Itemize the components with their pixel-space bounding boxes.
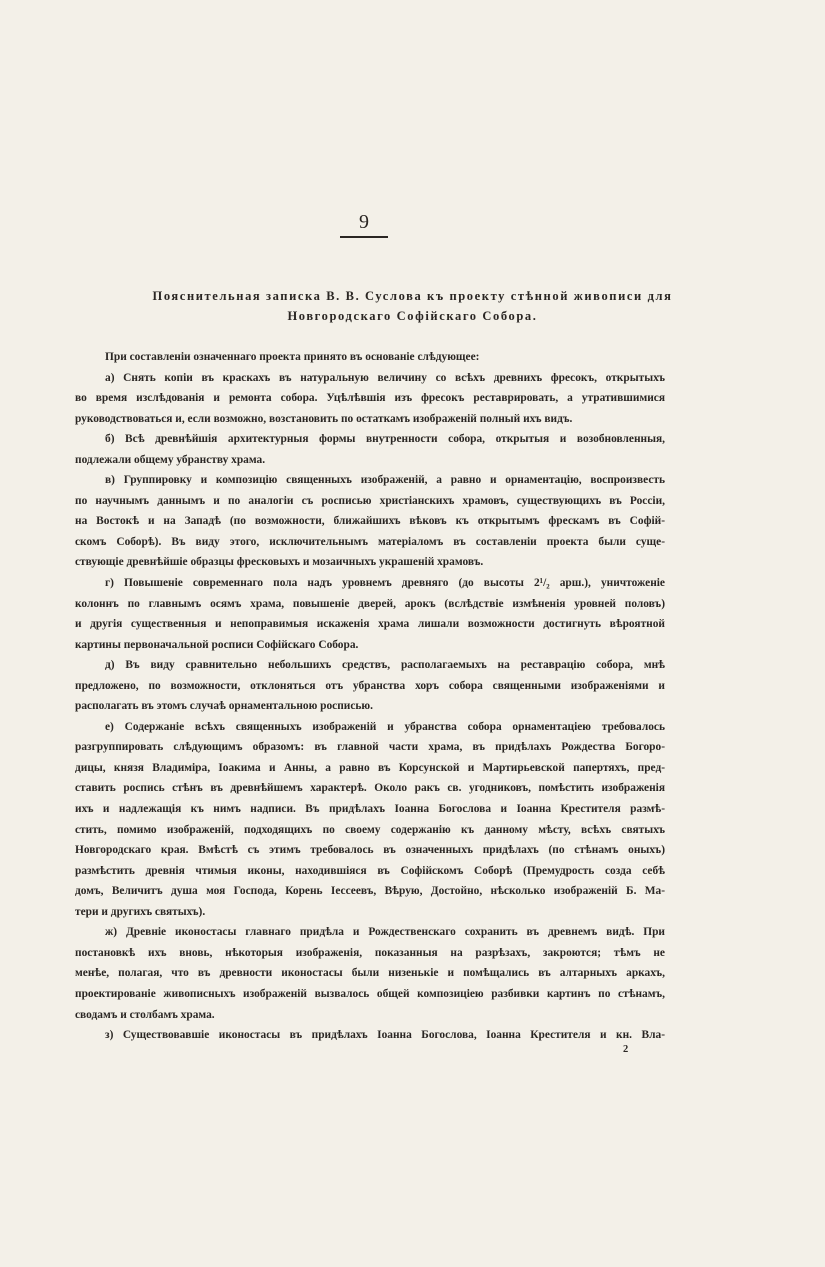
body-line: д) Въ виду сравнительно небольшихъ средствъ, располагаемыхъ на реставрацію собора, мнѣ: [105, 659, 665, 672]
body-line: з) Существовавшіе иконостасы въ придѣлахъ Іоанна Богослова, Іоанна Крестителя и кн. Вла-: [105, 1029, 665, 1042]
body-line: ихъ и надлежащія къ нимъ надписи. Въ придѣлахъ Іоанна Богослова и Іоанна Крестителя размѣ-: [75, 803, 665, 816]
body-line: размѣстить древнія чтимыя иконы, находившіяся въ Софійскомъ Соборѣ (Премудрость созда себѣ: [75, 864, 665, 877]
body-line: г) Повышеніе современнаго пола надъ уровнемъ древняго (до высоты 2¹/₂ арш.), уничтоженіе: [105, 577, 665, 590]
body-line: во время изслѣдованія и ремонта собора. Уцѣлѣвшія изъ фресокъ реставрировать, а утратившимися: [75, 392, 665, 405]
body-text: [75, 347, 665, 1046]
body-line: подлежали общему убранству храма.: [75, 453, 266, 466]
body-line: руководствоваться и, если возможно, возстановить по остаткамъ изображеній полный ихъ видъ.: [75, 412, 573, 425]
body-line: ж) Древніе иконостасы главнаго придѣла и Рождественскаго сохранить въ древнемъ видѣ. При: [105, 926, 665, 939]
body-line: б) Всѣ древнѣйшія архитектурныя формы внутренности собора, открытыя и возобновленныя,: [105, 433, 665, 446]
body-line: в) Группировку и композицію священныхъ изображеній, а равно и орнаментацію, воспроизвесть: [105, 474, 665, 487]
body-line: ставить роспись стѣнъ въ древнѣйшемъ характерѣ. Около ракъ св. угодниковъ, помѣстить изображенія: [75, 782, 665, 795]
body-line: и другія существенныя и непоправимыя искаженія храма лишали возможности достигнуть вѣроятной: [75, 618, 665, 631]
signature-mark: 2: [623, 1044, 629, 1055]
body-line: домъ, Величитъ душа моя Господа, Корень Іессеевъ, Вѣрую, Достойно, нѣсколько изображеній Б. Ма-: [75, 885, 665, 898]
body-line: При составленіи означеннаго проекта принято въ основаніе слѣдующее:: [105, 351, 480, 363]
body-line: картины первоначальной росписи Софійскаго Собора.: [75, 638, 359, 651]
page-number-block: [340, 210, 388, 238]
body-line: а) Снять копіи въ краскахъ въ натуральную величину со всѣхъ древнихъ фресокъ, открытыхъ: [105, 371, 665, 384]
document-title: [60, 286, 765, 326]
body-line: предложено, по возможности, отклоняться отъ убранства хоръ собора священными изображеніями и: [75, 679, 665, 692]
body-line: постановкѣ ихъ вновь, нѣкоторыя изображенія, показанныя на разрѣзахъ, закроются; тѣмъ не: [75, 946, 665, 959]
body-line: дицы, князя Владиміра, Іоакима и Анны, а равно въ Корсунской и Мартирьевской папертяхъ, пред-: [75, 761, 665, 774]
body-line: по научнымъ даннымъ и по аналогіи съ росписью христіанскихъ храмовъ, существующихъ въ Россіи,: [75, 494, 665, 507]
body-line: е) Содержаніе всѣхъ священныхъ изображеній и убранства собора орнаментаціею требовалось: [105, 720, 665, 733]
body-line: стить, помимо изображеній, подходящихъ по своему содержанію къ данному мѣсту, всѣхъ святыхъ: [75, 823, 665, 836]
title-line-2: Новгородскаго Софійскаго Собора.: [287, 309, 538, 323]
body-line: ствующіе древнѣйшіе образцы фресковыхъ и мозаичныхъ украшеній храмовъ.: [75, 556, 484, 569]
body-line: менѣе, полагая, что въ древности иконостасы были низенькіе и помѣщались въ алтарныхъ аркахъ,: [75, 967, 665, 980]
body-line: колоннъ по главнымъ осямъ храма, повышеніе дверей, арокъ (вслѣдствіе измѣненія уровней половъ): [75, 597, 665, 610]
body-line: Новгородскаго края. Вмѣстѣ съ этимъ требовалось въ означенныхъ придѣлахъ (по стѣнамъ оныхъ): [75, 844, 665, 857]
page-number-underline: [340, 236, 388, 238]
title-line-1: Пояснительная записка В. В. Суслова къ проекту стѣнной живописи для: [152, 289, 673, 303]
body-line: на Востокѣ и на Западѣ (по возможности, ближайшихъ вѣковъ къ открытымъ фрескамъ въ Софій-: [75, 515, 665, 528]
body-line: сводамъ и столбамъ храма.: [75, 1008, 215, 1021]
body-line: скомъ Соборѣ). Въ виду этого, исключительнымъ матеріаломъ въ составленіи проекта были суще-: [75, 535, 665, 548]
body-line: располагать въ этомъ случаѣ орнаментальною росписью.: [75, 700, 373, 713]
body-line: проектированіе живописныхъ изображеній вызвалось общей композиціею разбивки картинъ по стѣнамъ,: [75, 987, 665, 1000]
body-line: разгруппировать слѣдующимъ образомъ: въ главной части храма, въ придѣлахъ Рождества Богоро-: [75, 741, 665, 754]
body-line: тери и другихъ святыхъ).: [75, 905, 206, 918]
page-number: 9: [359, 211, 369, 233]
